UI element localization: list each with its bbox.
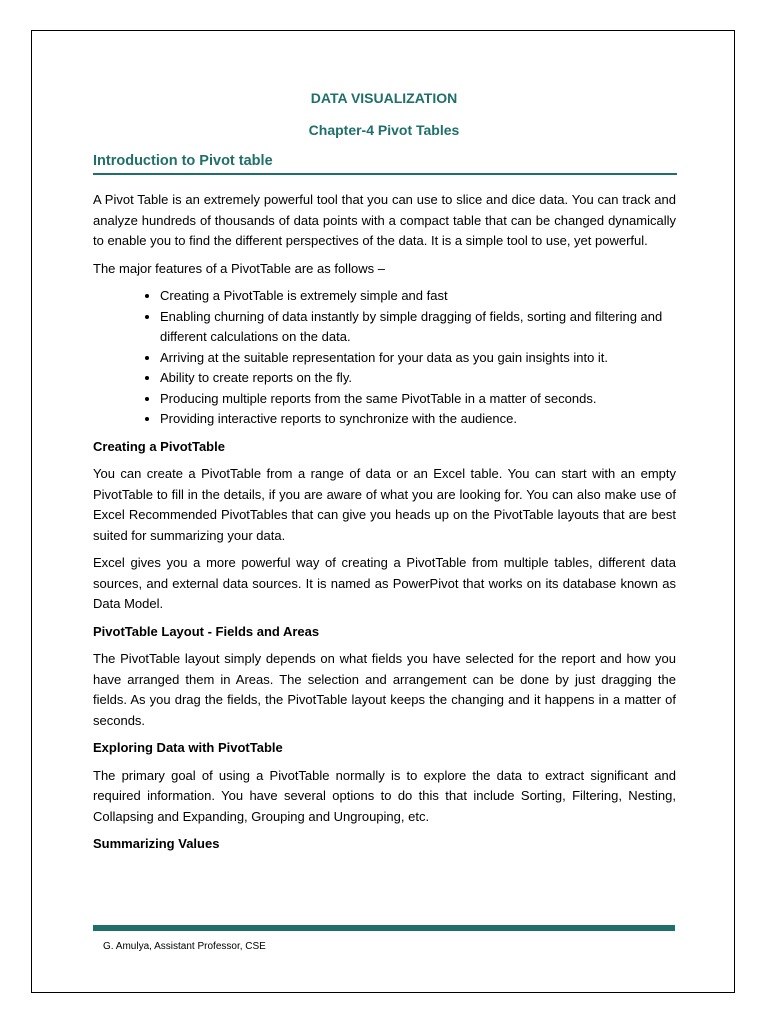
layout-heading: PivotTable Layout - Fields and Areas (93, 623, 320, 639)
list-item: • Arriving at the suitable representation for your data as you gain insights into it. (160, 348, 676, 369)
creating-paragraph-2: Excel gives you a more powerful way of creating a PivotTable from multiple tables, different data sources, and external data sources. It is named as PowerPivot that works on its database known as Data Model. (93, 555, 676, 611)
document-body (93, 190, 676, 862)
features-list (93, 286, 676, 430)
creating-paragraph-1: You can create a PivotTable from a range of data or an Excel table. You can start with an empty PivotTable to fill in the details, if you are aware of what you are looking for. You can also make use of Excel Recommended PivotTables that can give you heads up on the PivotTable layouts that are best suited for summarizing your data. (93, 466, 676, 543)
features-intro: The major features of a PivotTable are as follows – (93, 260, 385, 276)
creating-heading: Creating a PivotTable (93, 438, 225, 454)
list-item: • Ability to create reports on the fly. (160, 368, 676, 389)
list-item: • Producing multiple reports from the same PivotTable in a matter of seconds. (160, 389, 676, 410)
intro-paragraph: A Pivot Table is an extremely powerful tool that you can use to slice and dice data. You can track and analyze hundreds of thousands of data points with a compact table that can be changed dynamically to enable you to find the different perspectives of the data. It is a simple tool to use, yet powerful. (93, 192, 676, 248)
footer-divider (93, 925, 675, 931)
document-title: DATA VISUALIZATION (310, 90, 458, 106)
layout-paragraph: The PivotTable layout simply depends on what fields you have selected for the report and how you have arranged them in Areas. The selection and arrangement can be done by just dragging the fields. As you drag the fields, the PivotTable layout keeps the changing and it happens in a matter of seconds. (93, 651, 676, 728)
summarizing-heading: Summarizing Values (93, 836, 220, 851)
section-heading: Introduction to Pivot table (93, 153, 677, 175)
list-item: • Enabling churning of data instantly by simple dragging of fields, sorting and filtering and different calculations on the data. (160, 307, 676, 348)
footer-author: G. Amulya, Assistant Professor, CSE (103, 941, 266, 952)
list-item: • Providing interactive reports to synchronize with the audience. (160, 409, 676, 430)
exploring-heading: Exploring Data with PivotTable (93, 740, 283, 755)
chapter-title: Chapter-4 Pivot Tables (308, 122, 460, 138)
list-item: • Creating a PivotTable is extremely simple and fast (160, 286, 676, 307)
exploring-paragraph: The primary goal of using a PivotTable normally is to explore the data to extract significant and required information. You have several options to do this that include Sorting, Filtering, Nesting, Collapsing and Expanding, Grouping and Ungrouping, etc. (93, 767, 676, 824)
